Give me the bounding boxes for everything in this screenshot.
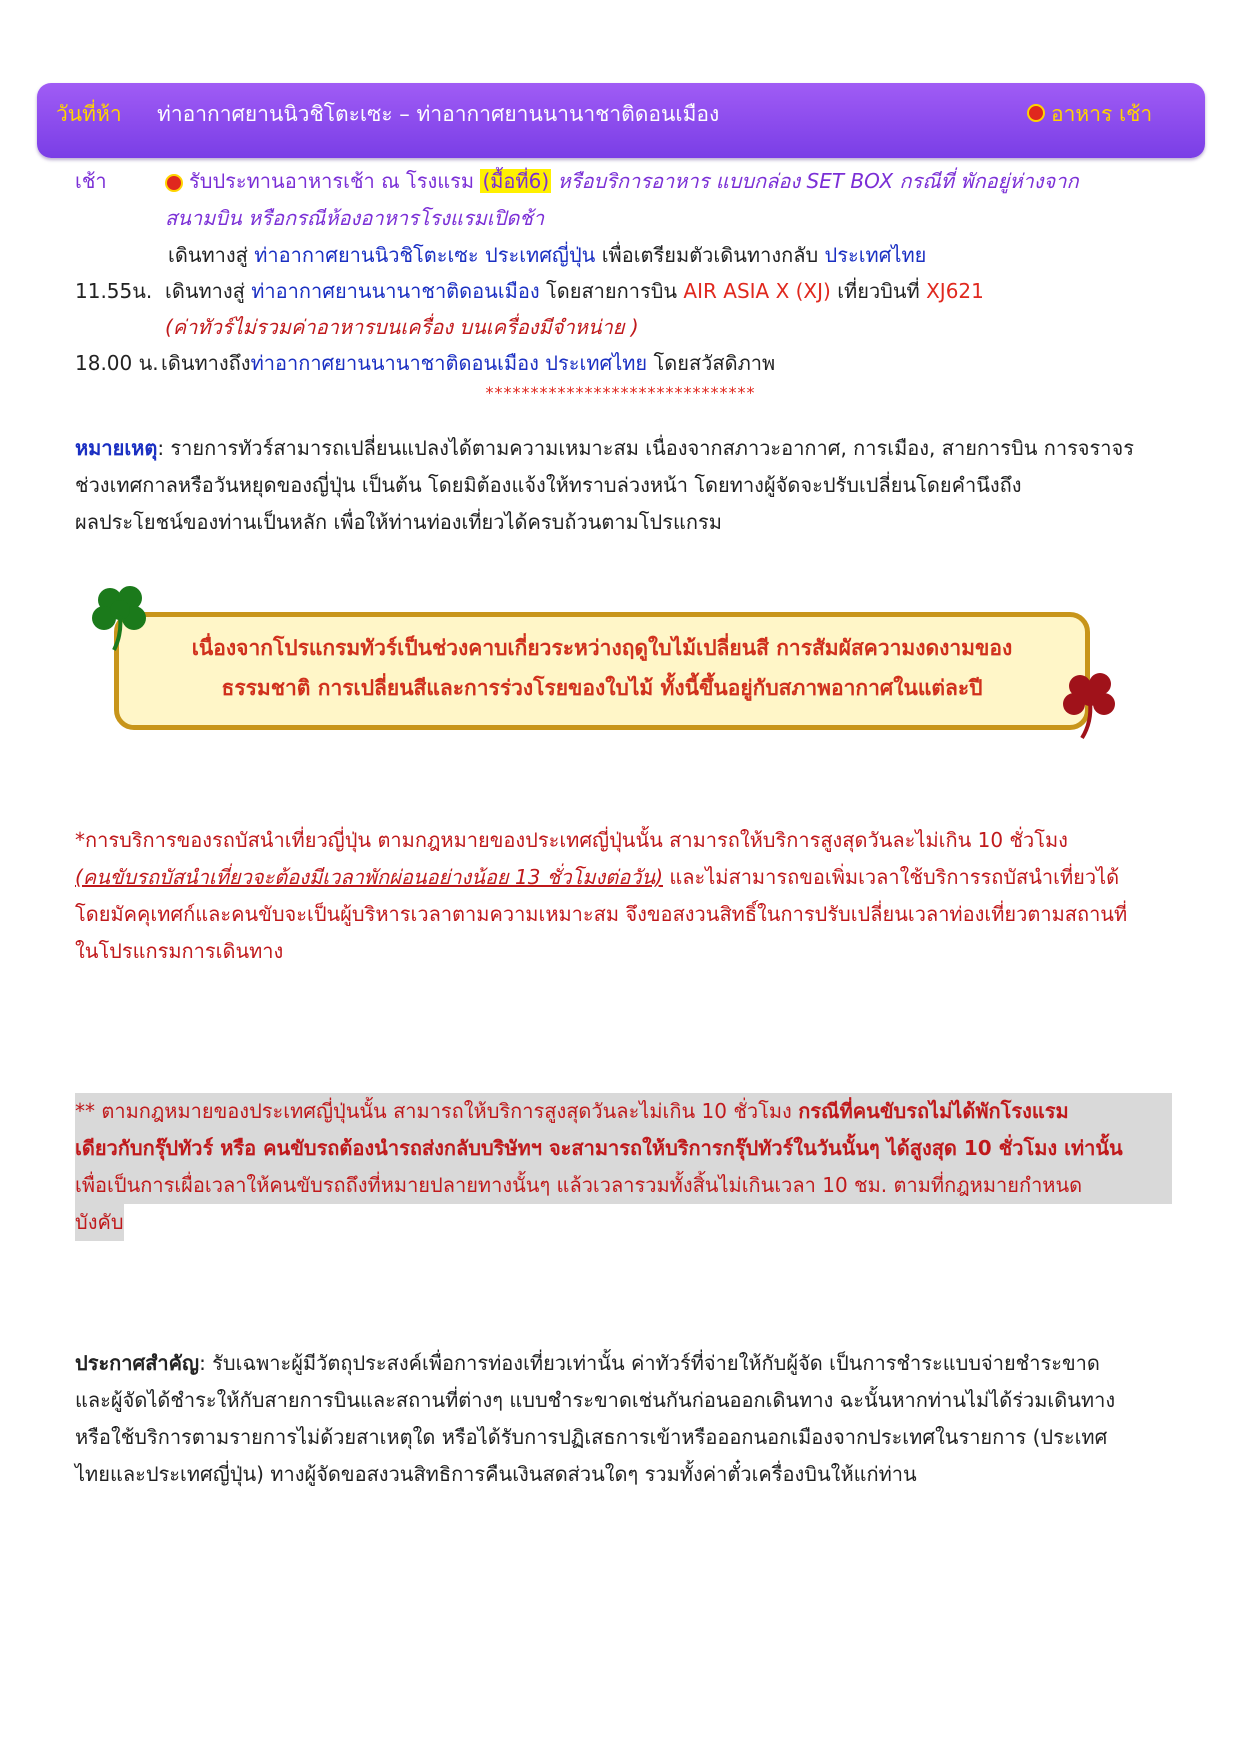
autumn-notice-text bbox=[114, 628, 1090, 708]
law-line-2: เดียวกับกรุ๊ปทัวร์ หรือ คนขับรถต้องนำรถส่งกลับบริษัทฯ จะสามารถให้บริการกรุ๊ปทัวร์ในวันนั้นๆ ได้สูงสุด 10 ชั่วโมง เท่านั้น bbox=[75, 1130, 1172, 1167]
flight-text-a: เดินทางสู่ bbox=[165, 279, 245, 303]
remark-label: หมายเหตุ bbox=[75, 436, 158, 460]
important-line-4: ไทยและประเทศญี่ปุ่น) ทางผู้จัดขอสงวนสิทธิการคืนเงินสดส่วนใดๆ รวมทั้งค่าตั๋วเครื่องบินให้แก่ท่าน bbox=[75, 1462, 917, 1486]
day-route: ท่าอากาศยานนิวชิโตะเซะ – ท่าอากาศยานนานาชาติดอนเมือง bbox=[157, 102, 720, 126]
meal-icon bbox=[1027, 104, 1045, 122]
law-text-1a: ** ตามกฎหมายของประเทศญี่ปุ่นนั้น สามารถให้บริการสูงสุดวันละไม่เกิน 10 ชั่วโมง bbox=[75, 1099, 799, 1123]
bus-line-1: *การบริการของรถบัสนำเที่ยวญี่ปุ่น ตามกฎหมายของประเทศญี่ปุ่นนั้น สามารถให้บริการสูงสุดวันละไม่เกิน 10 ชั่วโมง bbox=[75, 828, 1068, 852]
flight-note: (ค่าทัวร์ไม่รวมค่าอาหารบนเครื่อง บนเครื่องมีจำหน่าย ) bbox=[165, 315, 639, 339]
remark-line-2: ช่วงเทศกาลหรือวันหยุดของญี่ปุ่น เป็นต้น โดยมิต้องแจ้งให้ทราบล่วงหน้า โดยทางผู้จัดจะปรับเปลี่ยนโดยคำนึงถึง bbox=[75, 473, 1022, 497]
meal-number-highlight: (มื้อที่6) bbox=[482, 169, 550, 193]
morning-text-1a: รับประทานอาหารเช้า ณ โรงแรม bbox=[189, 169, 475, 193]
flight-number: XJ621 bbox=[926, 279, 984, 303]
flight-text-e: เที่ยวบินที่ bbox=[837, 279, 920, 303]
law-notice-block bbox=[75, 1093, 1172, 1241]
remark-line-1: : รายการทัวร์สามารถเปลี่ยนแปลงได้ตามความเหมาะสม เนื่องจากสภาวะอากาศ, การเมือง, สายการบิน การจราจร bbox=[157, 436, 1134, 460]
arrival-airport: ท่าอากาศยานนานาชาติดอนเมือง bbox=[251, 279, 540, 303]
arrive-text-a: เดินทางถึง bbox=[161, 351, 251, 375]
morning-text-3c: เพื่อเตรียมตัวเดินทางกลับ bbox=[601, 243, 819, 267]
notice-line-2: ธรรมชาติ การเปลี่ยนสีและการร่วงโรยของใบไม้ ทั้งนี้ขึ้นอยู่กับสภาพอากาศในแต่ละปี bbox=[221, 676, 983, 700]
bus-paragraph bbox=[75, 822, 1172, 970]
destination-country: ประเทศไทย bbox=[824, 243, 927, 267]
morning-text-1c: หรือบริการอาหาร แบบกล่อง SET BOX กรณีที่ พักอยู่ห่างจาก bbox=[557, 169, 1079, 193]
law-line-4: บังคับ bbox=[75, 1204, 124, 1241]
airline-name: AIR ASIA X (XJ) bbox=[683, 279, 831, 303]
morning-line-1 bbox=[165, 165, 1079, 197]
morning-time: เช้า bbox=[75, 169, 107, 193]
law-line-1 bbox=[75, 1093, 1172, 1130]
bus-line-4: ในโปรแกรมการเดินทาง bbox=[75, 939, 284, 963]
important-label: ประกาศสำคัญ bbox=[75, 1351, 200, 1375]
flight-text-c: โดยสายการบิน bbox=[546, 279, 678, 303]
morning-line-2: สนามบิน หรือกรณีห้องอาหารโรงแรมเปิดช้า bbox=[165, 206, 545, 230]
arrive-text-c: โดยสวัสดิภาพ bbox=[653, 351, 776, 375]
bus-line-2b: และไม่สามารถขอเพิ่มเวลาใช้บริการรถบัสนำเที่ยวได้ bbox=[663, 865, 1120, 889]
flight-line bbox=[165, 275, 984, 307]
departure-airport: ท่าอากาศยานนิวชิโตะเซะ ประเทศญี่ปุ่น bbox=[254, 243, 596, 267]
morning-text-3a: เดินทางสู่ bbox=[168, 243, 248, 267]
meal-icon bbox=[165, 174, 183, 192]
bus-line-3: โดยมัคคุเทศก์และคนขับจะเป็นผู้บริหารเวลาตามความเหมาะสม จึงขอสงวนสิทธิ์ในการปรับเปลี่ยนเวลาท่องเที่ยวตามสถานที่ bbox=[75, 902, 1128, 926]
flight-time: 11.55น. bbox=[75, 279, 153, 303]
important-paragraph bbox=[75, 1345, 1172, 1493]
day-label: วันที่ห้า bbox=[56, 102, 122, 126]
important-line-2: และผู้จัดได้ชำระให้กับสายการบินและสถานที่ต่างๆ แบบชำระขาดเช่นกันก่อนออกเดินทาง ฉะนั้นหากท่านไม่ได้ร่วมเดินทาง bbox=[75, 1388, 1116, 1412]
notice-line-1: เนื่องจากโปรแกรมทัวร์เป็นช่วงคาบเกี่ยวระหว่างฤดูใบไม้เปลี่ยนสี การสัมผัสความงดงามของ bbox=[191, 636, 1013, 660]
day-meals: อาหาร เช้า bbox=[1051, 102, 1153, 126]
remark-paragraph bbox=[75, 430, 1172, 541]
important-line-1: : รับเฉพาะผู้มีวัตถุประสงค์เพื่อการท่องเที่ยวเท่านั้น ค่าทัวร์ที่จ่ายให้กับผู้จัด เป็นการชำระแบบจ่ายชำระขาด bbox=[199, 1351, 1100, 1375]
arrive-airport: ท่าอากาศยานนานาชาติดอนเมือง ประเทศไทย bbox=[250, 351, 648, 375]
important-line-3: หรือใช้บริการตามรายการไม่ด้วยสาเหตุใด หรือได้รับการปฏิเสธการเข้าหรือออกนอกเมืองจากประเทศในรายการ (ประเทศ bbox=[75, 1425, 1108, 1449]
separator-stars: ****************************** bbox=[485, 383, 756, 402]
arrive-time: 18.00 น. bbox=[75, 351, 159, 375]
morning-line-3 bbox=[168, 239, 926, 271]
bus-rest-note: (คนขับรถบัสนำเที่ยวจะต้องมีเวลาพักผ่อนอย่างน้อย 13 ชั่วโมงต่อวัน) bbox=[75, 865, 663, 889]
arrive-line bbox=[161, 347, 775, 379]
law-text-1b: กรณีที่คนขับรถไม่ได้พักโรงแรม bbox=[798, 1099, 1069, 1123]
law-line-3: เพื่อเป็นการเผื่อเวลาให้คนขับรถถึงที่หมายปลายทางนั้นๆ แล้วเวลารวมทั้งสิ้นไม่เกินเวลา 10 ชม. ตามที่กฎหมายกำหนด bbox=[75, 1167, 1172, 1204]
remark-line-3: ผลประโยชน์ของท่านเป็นหลัก เพื่อให้ท่านท่องเที่ยวได้ครบถ้วนตามโปรแกรม bbox=[75, 510, 722, 534]
day-header-bar bbox=[37, 83, 1205, 158]
